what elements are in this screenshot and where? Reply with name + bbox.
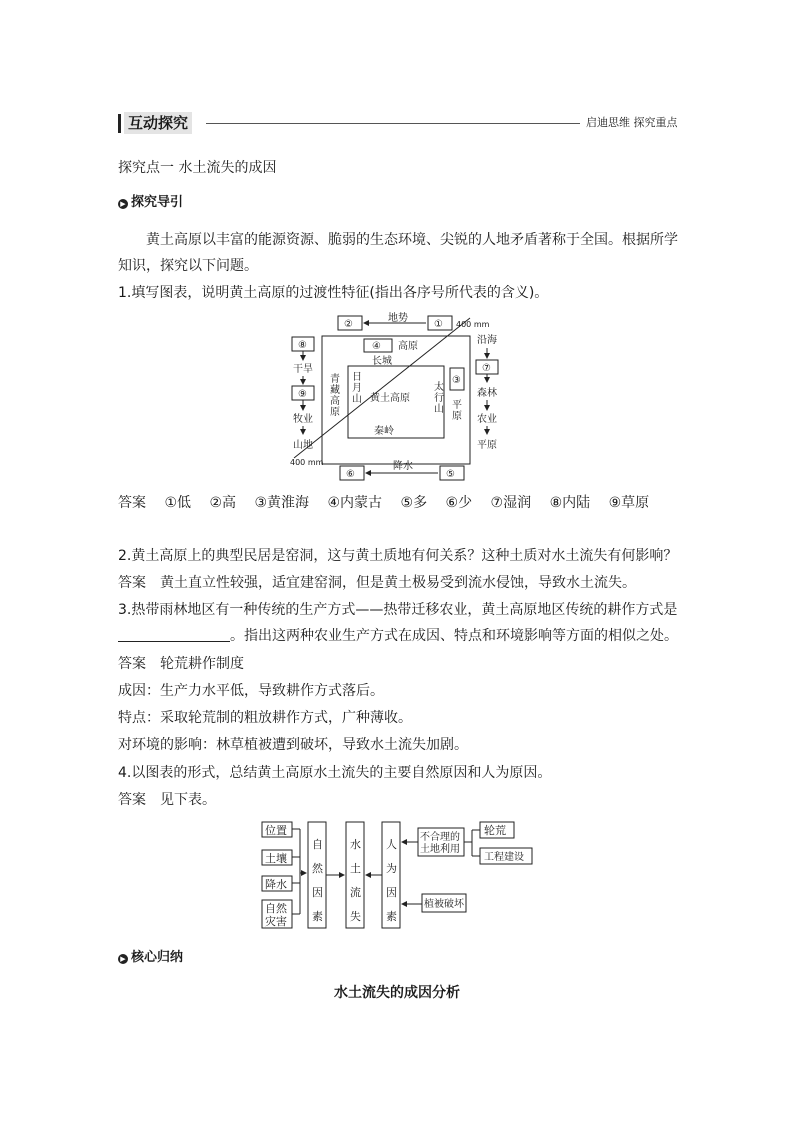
label-dishi: 地势: [388, 313, 408, 324]
label-turang: 土壤: [265, 852, 287, 865]
section-title: 探究点一 水土流失的成因: [118, 160, 277, 176]
label-qingzang-2: 高: [330, 396, 340, 407]
section-header: [118, 112, 678, 134]
label-zhibei: 植被破坏: [424, 899, 464, 910]
answer-1-item: ②高: [209, 495, 237, 511]
label-400mm-bottom: 400 mm: [290, 458, 324, 467]
label-ziran-3: 素: [312, 910, 323, 923]
answer-3-text: 轮荒耕作制度: [160, 656, 244, 672]
label-qingzang-3: 原: [330, 407, 340, 418]
transition-diagram: [280, 310, 510, 482]
label-nongye: 农业: [477, 414, 497, 425]
label-shandi: 山地: [293, 440, 313, 451]
label-bulihe-0: 不合理的: [420, 832, 460, 843]
guide-label: 探究导引: [131, 195, 184, 210]
guide-heading: [118, 193, 183, 213]
answer-1-label: 答案: [118, 495, 146, 511]
answer-2: [118, 573, 636, 593]
label-zaihai-1: 灾害: [265, 915, 287, 928]
label-renwei-1: 为: [386, 862, 397, 875]
core-label: 核心归纳: [131, 950, 184, 965]
answer-2-label: 答案: [118, 575, 146, 591]
label-zaihai-0: 自然: [265, 902, 287, 915]
label-n6: ⑥: [346, 469, 355, 480]
label-n3: ③: [452, 375, 461, 386]
label-shuitu-3: 失: [350, 910, 361, 923]
header-rule: [206, 123, 604, 124]
question-3-line2-text: 。指出这两种农业生产方式在成因、特点和环境影响等方面的相似之处。: [230, 628, 678, 644]
question-4: 4.以图表的形式，总结黄土高原水土流失的主要自然原因和人为原因。: [118, 765, 552, 781]
label-ziran-0: 自: [312, 838, 323, 851]
answer-blank: [118, 627, 230, 642]
answer-4-text: 见下表。: [160, 792, 216, 808]
label-jiangshui: 降水: [393, 461, 413, 472]
label-renwei-0: 人: [386, 838, 397, 851]
answer-3-cause: 成因：生产力水平低，导致耕作方式落后。: [118, 683, 384, 699]
label-yanhai: 沿海: [477, 335, 497, 346]
label-muye: 牧业: [293, 414, 313, 425]
label-renwei-2: 因: [386, 886, 397, 899]
question-1: 1.填写图表，说明黄土高原的过渡性特征(指出各序号所代表的含义)。: [118, 285, 549, 301]
answer-3-label: 答案: [118, 656, 146, 672]
play-icon: ▶: [118, 954, 128, 964]
label-shuitu-2: 流: [350, 886, 361, 899]
label-taihang-1: 行: [434, 393, 444, 404]
answer-1-item: ③黄淮海: [254, 495, 310, 511]
label-taihang-0: 太: [434, 382, 444, 393]
answer-1-item: ④内蒙古: [327, 495, 383, 511]
label-pingyuan-v0: 平: [452, 400, 462, 411]
answer-1-item: ⑥少: [445, 495, 473, 511]
label-qingzang-0: 青: [330, 374, 340, 385]
intro-line2: 知识，探究以下问题。: [118, 258, 258, 274]
answer-1-item: ⑧内陆: [549, 495, 591, 511]
label-shuitu-1: 土: [350, 862, 361, 875]
answer-3: [118, 654, 244, 674]
label-n5: ⑤: [446, 469, 455, 480]
answer-3-impact: 对环境的影响：林草植被遭到破坏，导致水土流失加剧。: [118, 737, 468, 753]
label-ziran-2: 因: [312, 886, 323, 899]
label-n1: ①: [434, 319, 443, 330]
label-qianhan: 干旱: [293, 364, 313, 375]
label-renwei-3: 素: [386, 910, 397, 923]
answer-1-item: ⑤多: [400, 495, 428, 511]
header-title: 互动探究: [124, 112, 192, 134]
answer-2-text: 黄土直立性较强，适宜建窑洞，但是黄土极易受到流水侵蚀，导致水土流失。: [160, 575, 636, 591]
question-3-line1: 3.热带雨林地区有一种传统的生产方式——热带迁移农业，黄土高原地区传统的耕作方式是: [118, 602, 678, 618]
causes-diagram: [258, 818, 538, 932]
label-n4: ④: [372, 341, 381, 352]
label-riyue-0: 日: [352, 372, 362, 383]
label-riyue-1: 月: [352, 383, 362, 394]
label-n7: ⑦: [482, 363, 491, 374]
label-weizhi: 位置: [265, 824, 287, 837]
answer-1-item: ⑦湿润: [490, 495, 532, 511]
label-senlin: 森林: [477, 388, 497, 399]
intro-line1: 黄土高原以丰富的能源资源、脆弱的生态环境、尖锐的人地矛盾著称于全国。根据所学: [146, 232, 678, 248]
label-lunhuang: 轮荒: [484, 824, 506, 837]
label-ziran-1: 然: [312, 862, 323, 875]
play-icon: ▶: [118, 199, 128, 209]
label-pingyuan: 平原: [477, 440, 497, 451]
answer-4-label: 答案: [118, 792, 146, 808]
label-center: 黄土高原: [370, 393, 410, 404]
label-n8: ⑧: [298, 340, 307, 351]
label-riyue-2: 山: [352, 394, 362, 405]
label-pingyuan-v1: 原: [452, 411, 462, 422]
question-2: 2.黄土高原上的典型民居是窑洞，这与黄土质地有何关系？这种土质对水土流失有何影响？: [118, 548, 678, 564]
label-taihang-2: 山: [434, 404, 444, 415]
label-jiangshui: 降水: [265, 878, 287, 891]
answer-1: [118, 493, 649, 513]
question-3-line2: [118, 626, 678, 646]
label-qinling: 秦岭: [374, 426, 394, 437]
label-gongcheng: 工程建设: [484, 852, 524, 863]
label-n2: ②: [344, 319, 353, 330]
answer-4: [118, 790, 216, 810]
label-n9: ⑨: [298, 389, 307, 400]
label-gaoyuan: 高原: [398, 341, 418, 352]
label-shuitu-0: 水: [350, 838, 361, 851]
label-bulihe-1: 土地利用: [420, 844, 460, 855]
core-title: 水土流失的成因分析: [334, 985, 460, 1001]
header-bar: [118, 114, 121, 133]
core-heading: [118, 948, 183, 968]
label-qingzang-1: 藏: [330, 385, 340, 396]
answer-1-item: ①低: [164, 495, 192, 511]
answer-1-item: ⑨草原: [608, 495, 650, 511]
answer-3-feature: 特点：采取轮荒制的粗放耕作方式，广种薄收。: [118, 710, 412, 726]
header-subtitle: 启迪思维 探究重点: [580, 115, 678, 131]
label-changcheng: 长城: [372, 356, 392, 367]
label-400mm-top: 400 mm: [456, 320, 490, 329]
